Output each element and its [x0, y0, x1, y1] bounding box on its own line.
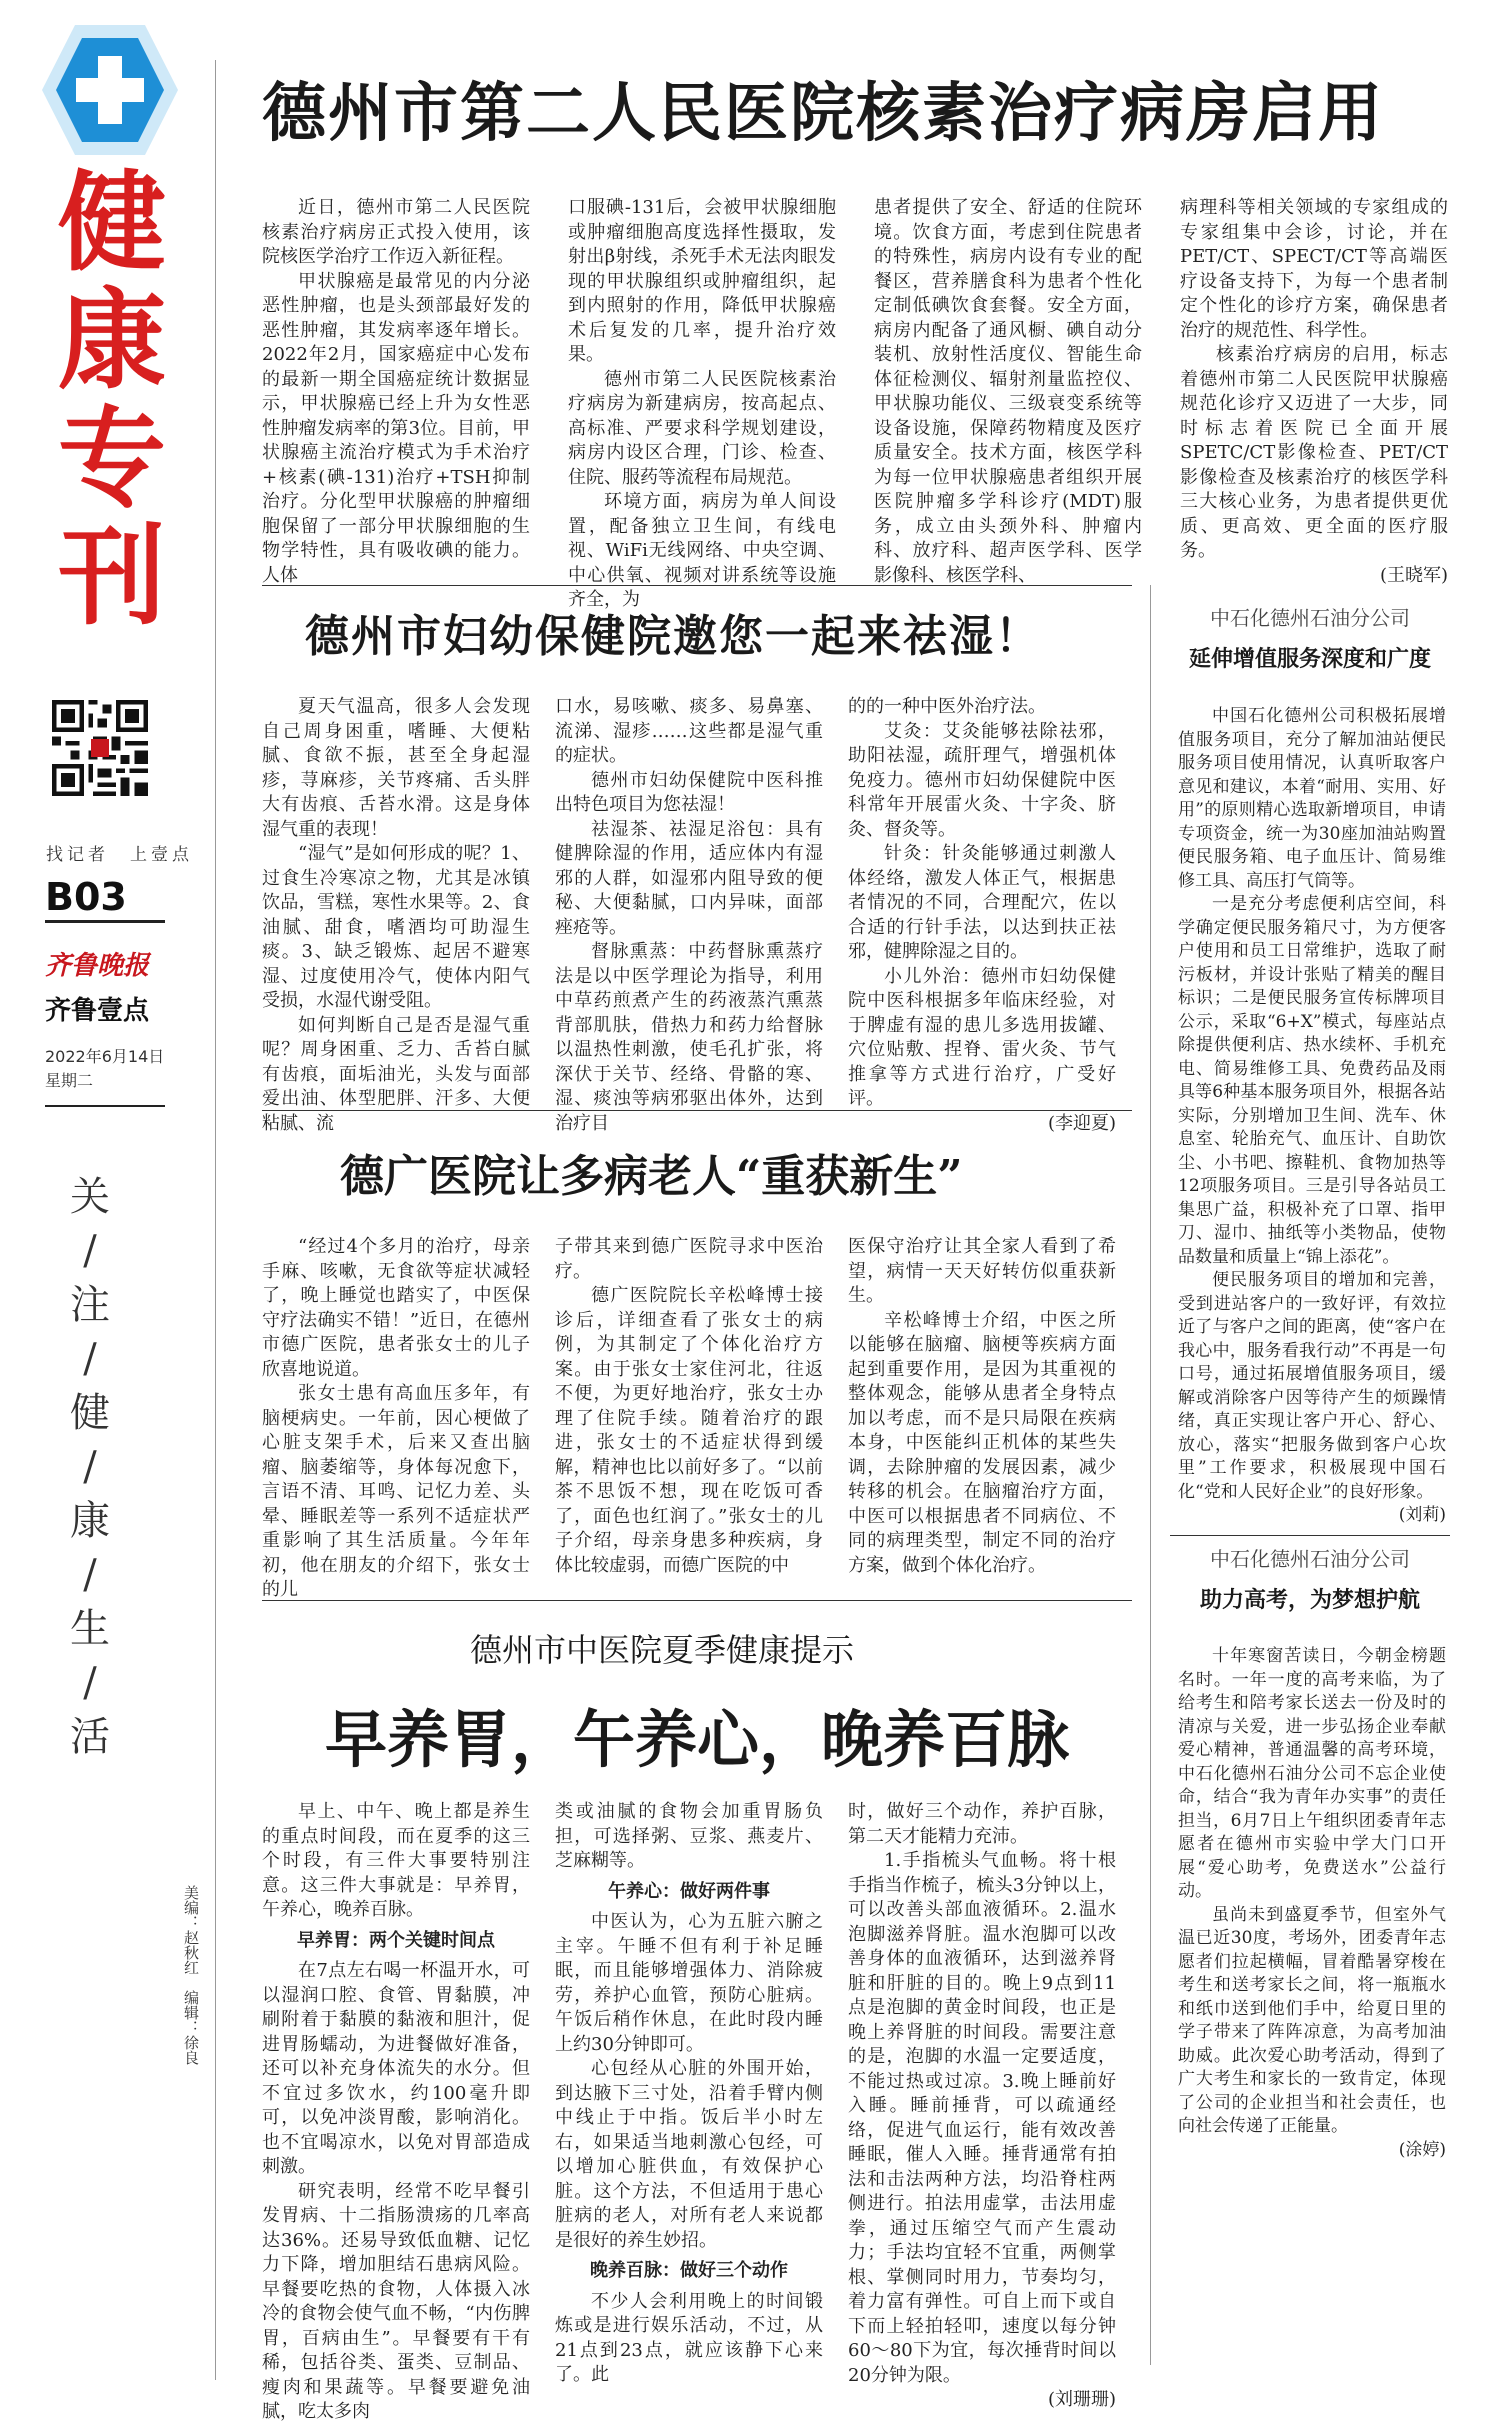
slogan-char: /	[83, 1444, 97, 1490]
article4-headline: 早养胃，午养心，晚养百脉	[325, 1703, 1070, 1776]
paragraph: 口服碘-131后，会被甲状腺细胞或肿瘤细胞高度选择性摄取，发射出β射线，杀死手术无法肉眼发现的甲状腺组织或肿瘤组织，起到内照射的作用，降低甲状腺癌术后复发的几率，提升治疗效果。	[568, 197, 836, 365]
paragraph: 甲状腺癌是最常见的内分泌恶性肿瘤，也是头颈部最好发的恶性肿瘤，其发病率逐年增长。2022年2月，国家癌症中心发布的最新一期全国癌症统计数据显示，甲状腺癌已经上升为女性恶性肿瘤发病率的第3位。目前，甲状腺癌主流治疗模式为手术治疗+核素(碘-131)治疗+TSH抑制治疗。分化型甲状腺癌的肿瘤细胞保留了一部分甲状腺细胞的生物学特性，具有吸收碘的能力。人体	[262, 270, 530, 586]
paper-logo-secondary: 齐鲁壹点	[45, 996, 150, 1026]
article1-col1	[262, 196, 530, 586]
paragraph: 中国石化德州公司积极拓展增值服务项目，充分了解加油站便民服务项目使用情况，认真听取客户意见和建议，本着“耐用、实用、好用”的原则精心选取新增项目，申请专项资金，统一为30座加油站购置便民服务箱、电子血压计、简易维修工具、高压打气筒等。	[1178, 706, 1446, 891]
paragraph: 德州市妇幼保健院中医科推出特色项目为您祛湿！	[555, 769, 823, 815]
vertical-slogan	[60, 1170, 120, 1764]
paragraph: 近日，德州市第二人民医院核素治疗病房正式投入使用，该院核医学治疗工作迈入新征程。	[262, 197, 530, 267]
paragraph: 核素治疗病房的启用，标志着德州市第二人民医院甲状腺癌规范化诊疗又迈进了一大步，同时标志着医院已全面开展SPETC/CT影像检查、PET/CT影像检查及核素治疗的核医学科三大核心业务，为患者提供更优质、更高效、更全面的医疗服务。	[1180, 344, 1448, 561]
paragraph: 时，做好三个动作，养护百脉，第二天才能精力充沛。	[848, 1801, 1116, 1847]
paragraph: 医保守治疗让其全家人看到了希望，病情一天天好转仿似重获新生。	[848, 1236, 1116, 1306]
paragraph: 如何判断自己是否是湿气重呢？周身困重、乏力、舌苔白腻有齿痕，面垢油光，头发与面部爱出油、体型肥胖、汗多、大便粘腻、流	[262, 1014, 530, 1134]
slogan-char: /	[83, 1552, 97, 1598]
article4-col3	[848, 1800, 1116, 2410]
sidebar	[0, 0, 215, 2395]
masthead-char: 健	[57, 161, 166, 286]
slogan-char: /	[83, 1660, 97, 1706]
byline: (刘珊珊)	[1047, 2389, 1116, 2410]
paragraph: 患者提供了安全、舒适的住院环境。饮食方面，考虑到住院患者的特殊性，病房内设有专业的配餐区，营养膳食科为患者个性化定制低碘饮食套餐。安全方面，病房内配备了通风橱、碘自动分装机、放射性活度仪、智能生命体征检测仪、辐射剂量监控仪、甲状腺功能仪、三级衰变系统等设备设施，保障药物精度及医疗质量安全。技术方面，核医学科为每一位甲状腺癌患者组织开展医院肿瘤多学科诊疗(MDT)服务，成立由头颈外科、肿瘤内科、放疗科、超声医学科、医学影像科、核医学科、	[874, 197, 1142, 586]
paragraph: 十年寒窗苦读日，今朝金榜题名时。一年一度的高考来临，为了给考生和陪考家长送去一份及时的清凉与关爱，进一步弘扬企业奉献爱心精神，普通温馨的高考环境，中石化德州石油分公司不忘企业使命，结合“我为青年办实事”的责任担当，6月7日上午组织团委青年志愿者在德州市实验中学大门口开展“爱心助考，免费送水”公益行动。	[1178, 1646, 1446, 1901]
article3-col3	[848, 1235, 1116, 1585]
article3-col1	[262, 1235, 530, 1600]
sidebar-divider	[215, 60, 216, 2380]
slogan-char: 健	[70, 1390, 110, 1436]
byline: (李迎夏)	[1047, 1112, 1116, 1134]
article4-col1	[262, 1800, 530, 2422]
masthead-char: 康	[57, 279, 166, 404]
paragraph: 夏天气温高，很多人会发现自己周身困重，嗜睡、大便粘腻、食欲不振，甚至全身起湿疹，荨麻疹，关节疼痛、舌头胖大有齿痕、舌苔水滑。这是身体湿气重的表现！	[262, 696, 530, 840]
right1-headline: 延伸增值服务深度和广度	[1188, 646, 1431, 672]
byline: (涂婷)	[1398, 2139, 1446, 2160]
paragraph: 祛湿茶、祛湿足浴包：具有健脾除湿的作用，适应体内有湿邪的人群，如湿邪内阻导致的便秘、大便黏腻，口内异味，面部痤疮等。	[555, 818, 823, 938]
divider	[45, 920, 165, 923]
paragraph: 艾灸：艾灸能够祛除祛邪，助阳祛湿，疏肝理气，增强机体免疫力。德州市妇幼保健院中医科常年开展雷火灸、十字灸、脐灸、督灸等。	[848, 720, 1116, 840]
paragraph: 口水，易咳嗽、痰多、易鼻塞、流涕、湿疹……这些都是湿气重的症状。	[555, 696, 823, 766]
paragraph: 针灸：针灸能够通过刺激人体经络，激发人体正气，根据患者情况的不同，合理配穴，佐以合适的行针手法，以达到扶正祛邪，健脾除湿之目的。	[848, 843, 1116, 962]
paper-logo: 齐鲁晚报	[45, 951, 150, 981]
article1-headline: 德州市第二人民医院核素治疗病房启用	[262, 76, 1384, 151]
medical-cross-logo-icon	[40, 20, 180, 160]
page-number: B03	[45, 875, 127, 919]
paragraph: 1.手指梳头气血畅。将十根手指当作梳子，梳头3分钟以上，可以改善头部血液循环。2.温水泡脚滋养肾脏。温水泡脚可以改善身体的血液循环，达到滋养肾脏和肝脏的目的。晚上9点到11点是泡脚的黄金时间段，也正是晚上养肾脏的时间段。需要注意的是，泡脚的水温一定要适度，不能过热或过凉。3.晚上睡前好入睡。睡前捶背，可以疏通经络，促进气血运行，能有效改善睡眠，催人入睡。捶背通常有拍法和击法两种方法，均沿脊柱两侧进行。拍法用虚掌，击法用虚拳，通过压缩空气而产生震动力；手法均宜轻不宜重，两侧掌根、掌侧同时用力，节奏均匀，着力富有弹性。可自上而下或自下而上轻拍轻叩，速度以每分钟60～80下为宜，每次捶背时间以20分钟为限。	[848, 1850, 1116, 2386]
column-divider	[1150, 585, 1151, 2365]
paragraph: 子带其来到德广医院寻求中医治疗。	[555, 1236, 823, 1282]
article2-headline: 德州市妇幼保健院邀您一起来祛湿！	[305, 611, 1041, 662]
paragraph: 心包经从心脏的外围开始，到达腋下三寸处，沿着手臂内侧中线止于中指。饭后半小时左右，如果适当地刺激心包经，可以增加心脏供血，有效保护心脏。这个方法，不但适用于患心脏病的老人，对所有老人来说都是很好的养生妙招。	[555, 2058, 823, 2251]
date-text: 2022年6月14日	[45, 1047, 165, 1066]
paragraph: 辛松峰博士介绍，中医之所以能够在脑瘤、脑梗等疾病方面起到重要作用，是因为其重视的整体观念，能够从患者全身特点加以考虑，而不是只局限在疾病本身，中医能纠正机体的某些失调，去除肿瘤的发展因素，减少转移的机会。在脑瘤治疗方面，中医可以根据患者不同病位、不同的病理类型，制定不同的治疗方案，做到个体化治疗。	[848, 1309, 1116, 1576]
article4-kicker: 德州市中医院夏季健康提示	[470, 1631, 855, 1669]
paragraph: 病理科等相关领域的专家组成的专家组集中会诊，讨论，并在PET/CT、SPECT/CT等高端医疗设备支持下，为每一个患者制定个性化的诊疗方案，确保患者治疗的规范性、科学性。	[1180, 197, 1448, 341]
paragraph: 张女士患有高血压多年，有脑梗病史。一年前，因心梗做了心脏支架手术，后来又查出脑瘤、脑萎缩等，身体每况愈下，言语不清、耳鸣、记忆力差、头晕、睡眠差等一系列不适症状严重影响了其生活质量。今年年初，他在朋友的介绍下，张女士的儿	[262, 1383, 530, 1600]
slogan-char: 生	[70, 1606, 110, 1652]
article2-col2	[555, 695, 823, 1134]
masthead-char: 刊	[57, 515, 166, 640]
article4-col2	[555, 1800, 823, 2385]
subheading: 午养心：做好两件事	[608, 1880, 770, 1902]
article2-col3	[848, 695, 1116, 1134]
right2-company: 中石化德州石油分公司	[1210, 1547, 1410, 1571]
right2-body	[1178, 1645, 1446, 2365]
divider	[1170, 1535, 1450, 1536]
article3-headline: 德广医院让多病老人“重获新生”	[340, 1151, 963, 1202]
right2-headline: 助力高考，为梦想护航	[1199, 1587, 1420, 1613]
divider	[262, 1110, 1132, 1111]
slogan-char: /	[83, 1336, 97, 1382]
paragraph: 小儿外治：德州市妇幼保健院中医科根据多年临床经验，对于脾虚有湿的患儿多选用拔罐、穴位贴敷、捏脊、雷火灸、节气推拿等方式进行治疗，广受好评。	[848, 965, 1116, 1109]
article1-col3	[874, 196, 1142, 586]
article1-col2	[568, 196, 836, 610]
paragraph: 的的一种中医外治疗法。	[848, 696, 1046, 717]
paragraph: 研究表明，经常不吃早餐引发胃病、十二指肠溃疡的几率高达36%。还易导致低血糖、记忆力下降，增加胆结石患病风险。早餐要吃热的食物，人体摄入冰冷的食物会使气血不畅，“内伤脾胃，百病由生”。早餐要有干有稀，包括谷类、蛋类、豆制品、瘦肉和果蔬等。早餐要避免油腻，吃太多肉	[262, 2180, 530, 2422]
subheading: 早养胃：两个关键时间点	[297, 1929, 495, 1951]
slogan-char: /	[83, 1228, 97, 1274]
divider	[45, 1105, 165, 1107]
paragraph: 类或油腻的食物会加重胃肠负担，可选择粥、豆浆、燕麦片、芝麻糊等。	[555, 1801, 823, 1871]
paragraph: 在7点左右喝一杯温开水，可以湿润口腔、食管、胃黏膜，冲刷附着于黏膜的黏液和胆汁，促进胃肠蠕动，为进餐做好准备，还可以补充身体流失的水分。但不宜过多饮水，约100毫升即可，以免冲淡胃酸，影响消化。也不宜喝凉水，以免对胃部造成刺激。	[262, 1960, 530, 2177]
paragraph: 虽尚未到盛夏季节，但室外气温已近30度，考场外，团委青年志愿者们拉起横幅，冒着酷暑穿梭在考生和送考家长之间，将一瓶瓶水和纸巾送到他们手中，给夏日里的学子带来了阵阵凉意，为高考加油助威。此次爱心助考活动，得到了广大考生和家长的一致肯定，体现了公司的企业担当和社会责任，也向社会传递了正能量。	[1178, 1904, 1446, 2136]
paragraph: 一是充分考虑便利店空间，科学确定便民服务箱尺寸，为方便客户使用和员工日常维护，选取了耐污板材，并设计张贴了精美的醒目标识；二是便民服务宣传标牌项目公示，采取“6+X”模式，每座站点除提供便利店、热水续杯、手机充电、简易维修工具、免费药品及雨具等6种基本服务项目外，根据各站实际，分别增加卫生间、洗车、休息室、轮胎充气、血压计、自助饮尘、小书吧、擦鞋机、食物加热等12项服务项目。三是引导各站员工集思广益，积极补充了口罩、指甲刀、湿巾、抽纸等小类物品，使物品数量和质量上“锦上添花”。	[1178, 894, 1446, 1267]
slogan-char: 康	[70, 1498, 110, 1544]
slogan-char: 注	[70, 1282, 110, 1328]
article1-col4	[1180, 196, 1448, 586]
qr-code-icon[interactable]	[52, 700, 148, 796]
slogan-char: 关	[70, 1174, 110, 1220]
byline: (王晓军)	[1379, 564, 1448, 586]
divider	[262, 585, 1132, 586]
paragraph: 中医认为，心为五脏六腑之主宰。午睡不但有利于补足睡眠，而且能够增强体力、消除疲劳，养护心血管，预防心脏病。午饭后稍作休息，在此时段内睡上约30分钟即可。	[555, 1911, 823, 2055]
qr-caption: 找记者 上壹点	[46, 845, 193, 865]
paragraph: “湿气”是如何形成的呢？1、过食生冷寒凉之物，尤其是冰镇饮品，雪糕，寒性水果等。2、食油腻、甜食，嗜酒均可助湿生痰。3、缺乏锻炼、起居不避寒湿、过度使用冷气，使体内阳气受损，水湿代谢受阻。	[262, 843, 530, 1011]
issue-date	[45, 1045, 164, 1093]
article3-col2	[555, 1235, 823, 1585]
paragraph: 德广医院院长辛松峰博士接诊后，详细查看了张女士的病例，为其制定了个体化治疗方案。由于张女士家住河北，往返不便，为更好地治疗，张女士办理了住院手续。随着治疗的跟进，张女士的不适症状得到缓解，精神也比以前好多了。“以前茶不思饭不想，现在吃饭可香了，面色也红润了。”张女士的儿子介绍，母亲身患多种疾病，身体比较虚弱，而德广医院的中	[555, 1285, 823, 1576]
subheading: 晚养百脉：做好三个动作	[590, 2260, 788, 2281]
paragraph: 便民服务项目的增加和完善，受到进站客户的一致好评，有效拉近了与客户之间的距离，使“客户在我心中，服务看我行动”不再是一句口号，通过拓展增值服务项目，缓解或消除客户因等待产生的烦躁情绪，真正实现让客户开心、舒心、放心，落实“把服务做到客户心坎里”工作要求，积极展现中国石化“党和人民好企业”的良好形象。	[1178, 1270, 1446, 1502]
masthead-title	[52, 161, 172, 640]
article2-col1	[262, 695, 530, 1134]
paragraph: 德州市第二人民医院核素治疗病房为新建病房，按高起点、高标准、严要求科学规划建设，病房内设区合理，门诊、检查、住院、服药等流程布局规范。	[568, 368, 836, 488]
paragraph: 环境方面，病房为单人间设置，配备独立卫生间，有线电视、WiFi无线网络、中央空调、中心供氧、视频对讲系统等设施齐全，为	[568, 491, 836, 610]
byline: (刘莉)	[1398, 1505, 1446, 1525]
paragraph: 不少人会利用晚上的时间锻炼或是进行娱乐活动，不过，从21点到23点，就应该静下心来了。此	[555, 2290, 823, 2385]
right1-body	[1178, 705, 1446, 1530]
slogan-char: 活	[70, 1714, 110, 1760]
weekday-text: 星期二	[45, 1071, 94, 1090]
divider	[262, 1600, 1132, 1601]
paragraph: 督脉熏蒸：中药督脉熏蒸疗法是以中医学理论为指导，利用中草药煎煮产生的药液蒸汽熏蒸背部肌肤，借热力和药力给督脉以温热性刺激，使毛孔扩张，将深伏于关节、经络、骨骼的寒、湿、痰浊等病邪驱出体外，达到治疗目	[555, 941, 823, 1134]
paragraph: 早上、中午、晚上都是养生的重点时间段，而在夏季的这三个时段，有三件大事要特别注意。这三件大事就是：早养胃，午养心，晚养百脉。	[262, 1801, 530, 1920]
masthead-char: 专	[57, 397, 166, 522]
editor-credit: 美编：赵秋红 编辑：徐良	[182, 1885, 200, 2065]
right1-company: 中石化德州石油分公司	[1210, 606, 1410, 630]
paragraph: “经过4个多月的治疗，母亲手麻、咳嗽，无食欲等症状减轻了，晚上睡觉也踏实了，中医保守疗法确实不错！”近日，在德州市德广医院，患者张女士的儿子欣喜地说道。	[262, 1236, 530, 1380]
